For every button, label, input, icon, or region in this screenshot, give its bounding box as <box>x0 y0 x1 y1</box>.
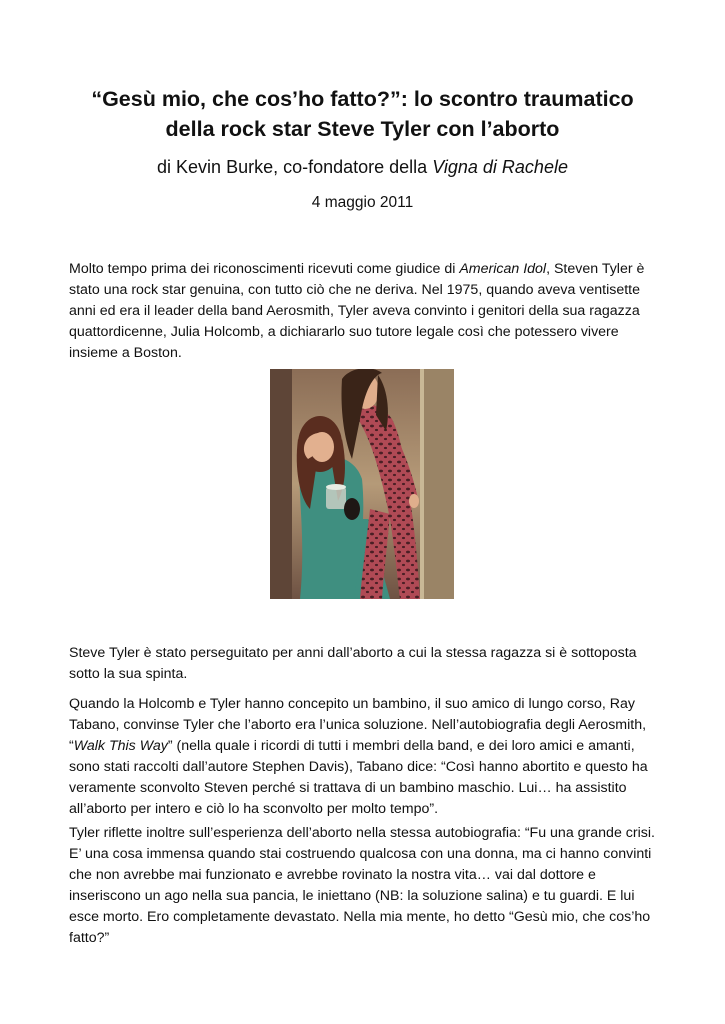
byline <box>40 155 685 179</box>
p1-show-title: American Idol <box>459 261 547 277</box>
photo-illustration <box>270 369 454 599</box>
byline-organization: Vigna di Rachele <box>432 157 568 177</box>
p1-text-b: , Steven Tyler è stato una rock star genuina, con tutto ciò che ne deriva. Nel 1975, quando aveva ventisette anni ed era il leader della band Aerosmith, Tyler aveva convinto i genitori della sua ragazza quattordicenne, Julia Holcomb, a dichiararlo suo tutore legale così che potessero vivere insieme a Boston. <box>69 261 645 361</box>
title-line-2: della rock star Steve Tyler con l’aborto <box>165 117 560 141</box>
p1-text-a: Molto tempo prima dei riconoscimenti ricevuti come giudice di <box>69 261 460 277</box>
paragraph-4: Tyler riflette inoltre sull’esperienza dell’aborto nella stessa autobiografia: “Fu una grande crisi. E’ una cosa immensa quando stai costruendo qualcosa con una donna, ma ci hanno convinti che non avrebbe mai funzionato e avrebbe rovinato la nostra vita… vai dal dottore e inseriscono un ago nella sua pancia, le iniettano (NB: la soluzione salina) e tu guardi. E lui esce morto. Ero completamente devastato. Nella mia mente, ho detto “Gesù mio, che cos’ho fatto?” <box>69 825 655 946</box>
paragraph-intro <box>69 259 659 364</box>
publication-date: 4 maggio 2011 <box>311 194 414 211</box>
p3-text-a: Quando la Holcomb e Tyler hanno concepito un bambino, il suo amico di lungo corso, Ray Tabano, convinse Tyler che l’aborto era l’unica soluzione. Nell’autobiografia degli Aerosmith, “ <box>69 696 647 754</box>
p3-text-b: ” (nella quale i ricordi di tutti i membri della band, e dei loro amici e amanti, sono stati raccolti dall’autore Stephen Davis), Tabano dice: “Così hanno abortito e questo ha veramente sconvolto Steven perché si trattava di un bambino maschio. Lui… ha assistito all’aborto per intero e ciò lo ha sconvolto per molto tempo”. <box>69 738 648 817</box>
paragraph-2: Steve Tyler è stato perseguitato per anni dall’aborto a cui la stessa ragazza si è sottoposta sotto la sua spinta. <box>69 645 637 682</box>
title-line-1: “Gesù mio, che cos’ho fatto?”: lo scontro traumatico <box>91 87 634 111</box>
paragraph-3 <box>69 694 659 820</box>
byline-author: di Kevin Burke, co-fondatore della <box>157 157 433 177</box>
article-photo <box>270 369 454 599</box>
p3-book-title: Walk This Way <box>73 738 168 754</box>
article-title <box>60 84 665 144</box>
